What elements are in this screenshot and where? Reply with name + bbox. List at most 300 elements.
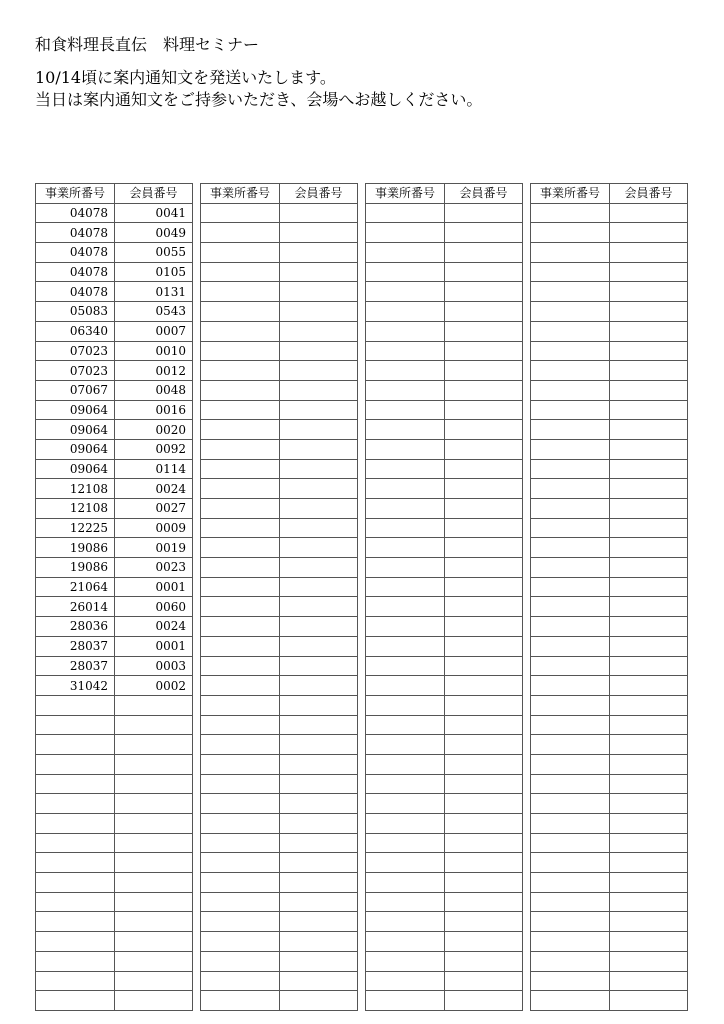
table-row bbox=[531, 479, 688, 499]
member-number-cell bbox=[280, 774, 358, 794]
office-number-cell: 04078 bbox=[36, 243, 115, 263]
table-row bbox=[201, 243, 358, 263]
table-row bbox=[36, 912, 193, 932]
member-number-cell bbox=[280, 400, 358, 420]
table-row bbox=[36, 814, 193, 834]
office-number-cell bbox=[201, 203, 280, 223]
table-row bbox=[36, 853, 193, 873]
member-number-cell bbox=[280, 735, 358, 755]
office-number-cell bbox=[201, 991, 280, 1011]
office-number-cell: 04078 bbox=[36, 262, 115, 282]
member-number-cell bbox=[115, 991, 193, 1011]
table-row bbox=[36, 695, 193, 715]
office-number-header: 事業所番号 bbox=[36, 184, 115, 204]
table-row bbox=[201, 538, 358, 558]
member-number-cell bbox=[280, 912, 358, 932]
table-row bbox=[201, 361, 358, 381]
office-number-cell bbox=[366, 794, 445, 814]
table-row bbox=[36, 459, 193, 479]
office-number-cell bbox=[201, 636, 280, 656]
office-number-cell bbox=[531, 932, 610, 952]
table-row bbox=[36, 558, 193, 578]
table-row bbox=[36, 203, 193, 223]
office-number-cell bbox=[366, 243, 445, 263]
member-number-cell bbox=[610, 597, 688, 617]
office-number-cell bbox=[201, 479, 280, 499]
office-number-cell bbox=[36, 892, 115, 912]
member-number-cell bbox=[280, 518, 358, 538]
member-number-cell bbox=[445, 439, 523, 459]
member-number-cell bbox=[280, 479, 358, 499]
office-number-cell bbox=[366, 499, 445, 519]
office-number-cell: 04078 bbox=[36, 203, 115, 223]
office-number-cell bbox=[201, 794, 280, 814]
table-row bbox=[366, 794, 523, 814]
table-row bbox=[201, 971, 358, 991]
office-number-cell bbox=[366, 853, 445, 873]
office-number-cell bbox=[36, 814, 115, 834]
office-number-cell bbox=[531, 361, 610, 381]
member-number-cell bbox=[610, 262, 688, 282]
member-number-cell bbox=[445, 400, 523, 420]
office-number-cell bbox=[201, 932, 280, 952]
member-number-cell: 0092 bbox=[115, 439, 193, 459]
table-row bbox=[531, 341, 688, 361]
office-number-cell bbox=[531, 439, 610, 459]
member-number-cell: 0049 bbox=[115, 223, 193, 243]
office-number-cell bbox=[366, 282, 445, 302]
table-row bbox=[201, 577, 358, 597]
table-row bbox=[531, 518, 688, 538]
office-number-cell bbox=[366, 380, 445, 400]
office-number-cell bbox=[201, 282, 280, 302]
office-number-cell bbox=[201, 676, 280, 696]
member-number-cell bbox=[280, 676, 358, 696]
office-number-cell: 04078 bbox=[36, 223, 115, 243]
member-number-cell bbox=[445, 873, 523, 893]
page-title: 和食料理長直伝 料理セミナー bbox=[35, 35, 260, 54]
office-number-cell bbox=[366, 833, 445, 853]
office-number-cell bbox=[201, 873, 280, 893]
office-number-cell bbox=[201, 754, 280, 774]
table-row bbox=[36, 439, 193, 459]
table-row bbox=[366, 991, 523, 1011]
table-row bbox=[531, 932, 688, 952]
member-number-cell bbox=[280, 873, 358, 893]
office-number-cell bbox=[201, 341, 280, 361]
table-row bbox=[201, 459, 358, 479]
table-row bbox=[36, 754, 193, 774]
table-row bbox=[201, 695, 358, 715]
member-number-cell bbox=[445, 282, 523, 302]
office-number-cell bbox=[366, 400, 445, 420]
office-number-cell bbox=[201, 774, 280, 794]
office-number-cell bbox=[366, 636, 445, 656]
table-row bbox=[366, 420, 523, 440]
office-number-cell: 07023 bbox=[36, 361, 115, 381]
table-row bbox=[531, 833, 688, 853]
table-row bbox=[201, 380, 358, 400]
office-number-cell bbox=[201, 558, 280, 578]
member-number-cell bbox=[445, 518, 523, 538]
member-table-4 bbox=[530, 183, 688, 1011]
member-number-cell bbox=[280, 558, 358, 578]
member-number-cell bbox=[280, 932, 358, 952]
table-row bbox=[36, 892, 193, 912]
member-number-cell bbox=[610, 814, 688, 834]
table-header-row bbox=[366, 184, 523, 204]
member-number-cell: 0027 bbox=[115, 499, 193, 519]
member-number-cell bbox=[445, 991, 523, 1011]
member-number-cell bbox=[115, 715, 193, 735]
member-number-cell bbox=[610, 794, 688, 814]
table-row bbox=[366, 341, 523, 361]
member-number-cell bbox=[445, 932, 523, 952]
table-row bbox=[366, 203, 523, 223]
member-number-cell bbox=[610, 951, 688, 971]
office-number-cell bbox=[201, 814, 280, 834]
member-number-cell bbox=[445, 223, 523, 243]
member-number-cell bbox=[610, 971, 688, 991]
member-number-cell bbox=[280, 814, 358, 834]
office-number-cell bbox=[531, 794, 610, 814]
table-row bbox=[36, 597, 193, 617]
table-row bbox=[201, 597, 358, 617]
member-number-cell bbox=[610, 420, 688, 440]
office-number-cell bbox=[531, 617, 610, 637]
member-number-cell bbox=[115, 873, 193, 893]
table-row bbox=[36, 341, 193, 361]
member-number-cell bbox=[445, 636, 523, 656]
table-row bbox=[36, 932, 193, 952]
office-number-cell bbox=[201, 538, 280, 558]
member-number-cell: 0055 bbox=[115, 243, 193, 263]
member-number-cell bbox=[115, 833, 193, 853]
office-number-cell bbox=[366, 321, 445, 341]
table-row bbox=[36, 971, 193, 991]
table-row bbox=[531, 735, 688, 755]
member-number-cell: 0007 bbox=[115, 321, 193, 341]
office-number-cell bbox=[531, 341, 610, 361]
member-number-cell bbox=[115, 754, 193, 774]
member-number-cell: 0023 bbox=[115, 558, 193, 578]
office-number-cell: 19086 bbox=[36, 558, 115, 578]
member-number-cell bbox=[115, 951, 193, 971]
office-number-cell: 04078 bbox=[36, 282, 115, 302]
office-number-cell bbox=[366, 203, 445, 223]
member-number-cell bbox=[610, 459, 688, 479]
office-number-cell bbox=[531, 459, 610, 479]
member-number-cell bbox=[610, 774, 688, 794]
office-number-cell bbox=[201, 302, 280, 322]
member-number-cell bbox=[115, 892, 193, 912]
table-row bbox=[366, 932, 523, 952]
table-row bbox=[36, 282, 193, 302]
member-number-cell bbox=[610, 538, 688, 558]
table-row bbox=[366, 479, 523, 499]
table-row bbox=[531, 203, 688, 223]
office-number-cell bbox=[531, 203, 610, 223]
table-row bbox=[531, 695, 688, 715]
office-number-cell bbox=[36, 754, 115, 774]
table-row bbox=[36, 676, 193, 696]
table-row bbox=[366, 774, 523, 794]
member-number-cell bbox=[280, 597, 358, 617]
member-number-cell bbox=[610, 932, 688, 952]
table-row bbox=[531, 400, 688, 420]
office-number-cell bbox=[531, 951, 610, 971]
table-row bbox=[366, 754, 523, 774]
table-row bbox=[366, 223, 523, 243]
member-number-cell: 0024 bbox=[115, 479, 193, 499]
table-header-row bbox=[201, 184, 358, 204]
table-row bbox=[366, 439, 523, 459]
member-number-cell: 0019 bbox=[115, 538, 193, 558]
table-row bbox=[201, 636, 358, 656]
office-number-cell bbox=[36, 695, 115, 715]
table-row bbox=[36, 400, 193, 420]
office-number-cell: 28036 bbox=[36, 617, 115, 637]
member-number-cell: 0012 bbox=[115, 361, 193, 381]
member-number-cell bbox=[445, 814, 523, 834]
table-row bbox=[366, 715, 523, 735]
office-number-cell bbox=[531, 499, 610, 519]
office-number-cell: 31042 bbox=[36, 676, 115, 696]
table-row bbox=[36, 833, 193, 853]
table-row bbox=[201, 341, 358, 361]
table-row bbox=[36, 243, 193, 263]
table-row bbox=[36, 262, 193, 282]
table-row bbox=[366, 538, 523, 558]
table-row bbox=[366, 735, 523, 755]
member-number-cell bbox=[115, 794, 193, 814]
table-row bbox=[201, 676, 358, 696]
table-row bbox=[201, 439, 358, 459]
office-number-cell: 12225 bbox=[36, 518, 115, 538]
office-number-cell bbox=[201, 321, 280, 341]
member-number-cell bbox=[280, 971, 358, 991]
member-number-cell: 0016 bbox=[115, 400, 193, 420]
table-row bbox=[201, 754, 358, 774]
table-row bbox=[531, 420, 688, 440]
table-row bbox=[201, 400, 358, 420]
table-row bbox=[531, 617, 688, 637]
office-number-cell bbox=[201, 439, 280, 459]
office-number-cell bbox=[366, 774, 445, 794]
member-number-cell bbox=[115, 912, 193, 932]
table-row bbox=[531, 715, 688, 735]
member-number-cell bbox=[280, 577, 358, 597]
office-number-cell bbox=[531, 420, 610, 440]
member-number-cell bbox=[610, 656, 688, 676]
member-number-header: 会員番号 bbox=[610, 184, 688, 204]
office-number-cell bbox=[201, 912, 280, 932]
member-number-cell bbox=[280, 636, 358, 656]
office-number-cell bbox=[201, 577, 280, 597]
office-number-cell bbox=[366, 912, 445, 932]
table-row bbox=[36, 951, 193, 971]
member-number-cell bbox=[280, 341, 358, 361]
table-row bbox=[201, 518, 358, 538]
member-number-cell bbox=[610, 577, 688, 597]
office-number-cell bbox=[531, 243, 610, 263]
member-number-cell: 0060 bbox=[115, 597, 193, 617]
office-number-cell bbox=[201, 262, 280, 282]
member-number-cell bbox=[610, 912, 688, 932]
member-number-cell bbox=[610, 617, 688, 637]
table-row bbox=[366, 459, 523, 479]
office-number-cell: 12108 bbox=[36, 479, 115, 499]
member-number-cell: 0003 bbox=[115, 656, 193, 676]
table-row bbox=[201, 892, 358, 912]
office-number-cell bbox=[36, 873, 115, 893]
member-number-cell bbox=[280, 715, 358, 735]
table-row bbox=[531, 538, 688, 558]
office-number-cell bbox=[531, 853, 610, 873]
member-number-cell bbox=[610, 833, 688, 853]
table-row bbox=[36, 302, 193, 322]
table-row bbox=[366, 951, 523, 971]
office-number-cell bbox=[531, 754, 610, 774]
office-number-cell bbox=[531, 636, 610, 656]
member-number-cell bbox=[445, 262, 523, 282]
office-number-cell bbox=[531, 695, 610, 715]
office-number-cell bbox=[366, 262, 445, 282]
office-number-cell bbox=[531, 538, 610, 558]
member-number-cell bbox=[610, 439, 688, 459]
member-number-cell bbox=[280, 538, 358, 558]
member-number-cell bbox=[610, 695, 688, 715]
office-number-cell: 19086 bbox=[36, 538, 115, 558]
office-number-cell bbox=[366, 754, 445, 774]
office-number-cell bbox=[366, 223, 445, 243]
member-number-cell bbox=[610, 380, 688, 400]
table-row bbox=[201, 479, 358, 499]
member-number-cell: 0543 bbox=[115, 302, 193, 322]
member-number-cell bbox=[445, 558, 523, 578]
member-number-cell bbox=[280, 243, 358, 263]
member-number-cell bbox=[445, 951, 523, 971]
table-row bbox=[531, 302, 688, 322]
member-number-cell bbox=[610, 715, 688, 735]
office-number-cell bbox=[531, 656, 610, 676]
table-row bbox=[36, 991, 193, 1011]
member-number-cell: 0001 bbox=[115, 636, 193, 656]
table-row bbox=[366, 636, 523, 656]
table-row bbox=[201, 853, 358, 873]
member-number-cell bbox=[445, 617, 523, 637]
office-number-cell: 26014 bbox=[36, 597, 115, 617]
office-number-cell bbox=[531, 833, 610, 853]
table-row bbox=[531, 558, 688, 578]
member-number-cell: 0041 bbox=[115, 203, 193, 223]
table-row bbox=[201, 262, 358, 282]
member-number-cell bbox=[280, 853, 358, 873]
office-number-cell bbox=[366, 991, 445, 1011]
table-row bbox=[36, 420, 193, 440]
member-table-2 bbox=[200, 183, 358, 1011]
member-number-cell bbox=[115, 774, 193, 794]
table-row bbox=[201, 420, 358, 440]
member-number-header: 会員番号 bbox=[280, 184, 358, 204]
member-number-cell bbox=[280, 617, 358, 637]
table-row bbox=[36, 518, 193, 538]
table-row bbox=[201, 321, 358, 341]
office-number-cell bbox=[366, 597, 445, 617]
office-number-cell: 09064 bbox=[36, 420, 115, 440]
office-number-cell bbox=[531, 774, 610, 794]
member-number-cell bbox=[445, 695, 523, 715]
member-number-cell bbox=[280, 833, 358, 853]
office-number-cell bbox=[531, 892, 610, 912]
table-row bbox=[366, 814, 523, 834]
office-number-cell bbox=[366, 577, 445, 597]
office-number-cell bbox=[531, 912, 610, 932]
office-number-cell bbox=[366, 518, 445, 538]
office-number-cell bbox=[201, 695, 280, 715]
office-number-cell bbox=[201, 951, 280, 971]
member-number-cell bbox=[610, 361, 688, 381]
office-number-cell bbox=[201, 518, 280, 538]
office-number-cell bbox=[201, 833, 280, 853]
table-row bbox=[531, 380, 688, 400]
office-number-cell bbox=[36, 951, 115, 971]
table-row bbox=[366, 558, 523, 578]
office-number-cell bbox=[531, 479, 610, 499]
member-number-cell bbox=[610, 400, 688, 420]
table-row bbox=[366, 656, 523, 676]
office-number-cell bbox=[36, 991, 115, 1011]
table-row bbox=[36, 380, 193, 400]
member-number-cell bbox=[610, 892, 688, 912]
table-row bbox=[36, 873, 193, 893]
office-number-header: 事業所番号 bbox=[366, 184, 445, 204]
member-number-cell bbox=[445, 912, 523, 932]
member-number-cell bbox=[115, 971, 193, 991]
member-number-cell bbox=[610, 853, 688, 873]
notice-line-1: 10/14頃に案内通知文を発送いたします。 bbox=[35, 68, 336, 87]
member-number-cell bbox=[610, 321, 688, 341]
member-number-cell: 0009 bbox=[115, 518, 193, 538]
table-row bbox=[531, 361, 688, 381]
office-number-cell bbox=[531, 971, 610, 991]
table-row bbox=[36, 499, 193, 519]
office-number-cell bbox=[366, 971, 445, 991]
office-number-cell bbox=[201, 853, 280, 873]
table-row bbox=[36, 617, 193, 637]
table-row bbox=[36, 735, 193, 755]
office-number-cell bbox=[366, 695, 445, 715]
office-number-cell bbox=[366, 715, 445, 735]
office-number-cell bbox=[201, 223, 280, 243]
office-number-cell bbox=[531, 577, 610, 597]
member-table-3 bbox=[365, 183, 523, 1011]
member-number-cell bbox=[280, 794, 358, 814]
member-number-cell bbox=[280, 459, 358, 479]
member-table-1 bbox=[35, 183, 193, 1011]
table-row bbox=[366, 971, 523, 991]
office-number-cell bbox=[366, 676, 445, 696]
member-number-cell bbox=[610, 223, 688, 243]
table-row bbox=[531, 459, 688, 479]
office-number-cell bbox=[366, 439, 445, 459]
table-row bbox=[366, 262, 523, 282]
office-number-cell bbox=[201, 656, 280, 676]
member-number-cell: 0020 bbox=[115, 420, 193, 440]
member-number-cell bbox=[445, 420, 523, 440]
member-number-cell bbox=[280, 223, 358, 243]
office-number-cell bbox=[201, 400, 280, 420]
